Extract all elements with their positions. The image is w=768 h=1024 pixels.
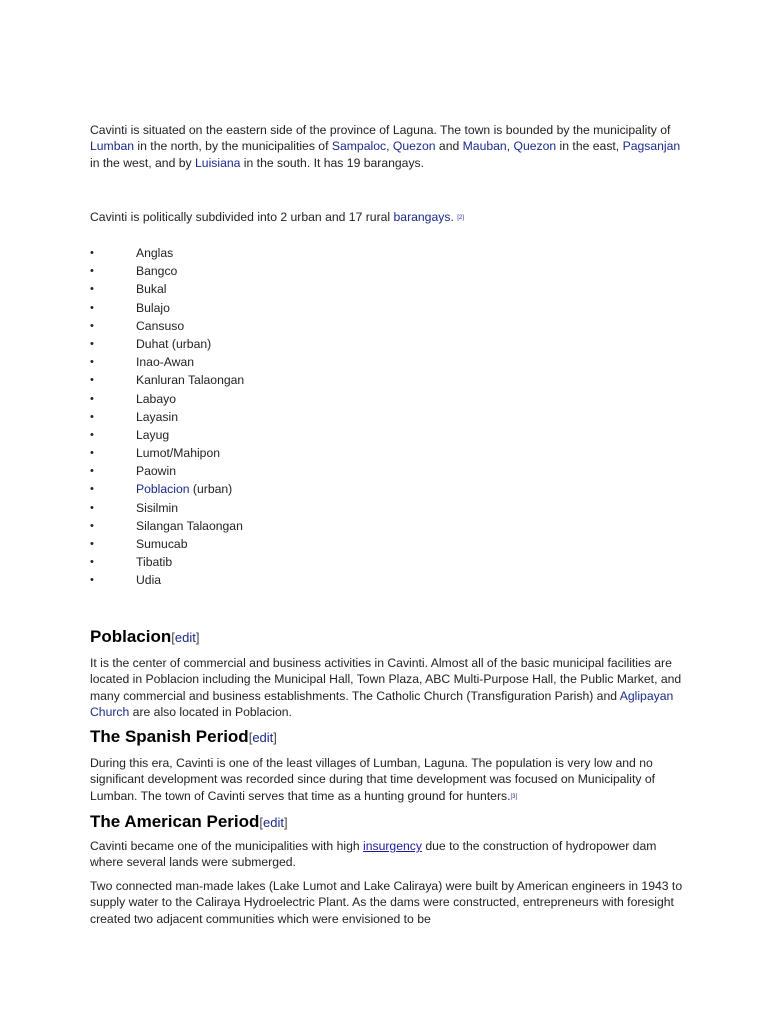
section-heading-poblacion	[90, 626, 199, 649]
list-item	[90, 280, 244, 298]
text: are also located in Poblacion.	[129, 704, 292, 719]
subdivision-paragraph	[90, 209, 464, 225]
edit-section	[171, 630, 199, 645]
bullet-icon: •	[90, 356, 94, 369]
list-item-label: Kanluran Talaongan	[136, 373, 245, 388]
list-item	[90, 317, 244, 335]
text: in the west, and by	[90, 155, 196, 170]
list-item	[90, 444, 244, 462]
bracket: ]	[195, 630, 200, 645]
link-lumban[interactable]: Lumban	[90, 139, 135, 154]
list-item-label: Tibatib	[136, 555, 173, 570]
list-item	[90, 426, 244, 444]
list-item-label: Layasin	[136, 409, 179, 424]
bullet-icon: •	[90, 247, 94, 259]
spanish-period-paragraph	[90, 755, 690, 804]
bracket: ]	[273, 730, 277, 745]
list-item	[90, 353, 244, 371]
link-insurgency[interactable]: insurgency	[363, 839, 422, 853]
bullet-icon: •	[90, 483, 94, 496]
list-item-label: Bukal	[136, 282, 167, 297]
list-item-label: Labayo	[136, 391, 176, 406]
list-item	[90, 262, 244, 280]
section-heading-american-period	[90, 811, 288, 834]
barangay-list	[90, 244, 244, 590]
edit-link[interactable]: edit	[252, 730, 274, 745]
bullet-icon: •	[90, 283, 94, 296]
bracket: [	[259, 815, 264, 830]
link-barangays[interactable]: barangays	[393, 210, 451, 224]
section-heading-spanish-period	[90, 726, 277, 749]
bullet-icon: •	[90, 337, 94, 350]
link-mauban[interactable]: Mauban	[462, 139, 507, 154]
bullet-icon: •	[90, 574, 94, 587]
list-item-label: Cansuso	[136, 318, 185, 333]
reference-link[interactable]: [3]	[510, 793, 518, 800]
text: It is the center of commercial and business activities in Cavinti. Almost all of the basic municipal facilities are located in Poblacion including the Municipal Hall, Town Plaza, ABC Multi-Purpose Hall, the Public Market, and many commercial and business establishments. The Catholic Church (Transfiguration Parish) and	[90, 656, 682, 703]
edit-section	[259, 815, 287, 830]
american-period-paragraph	[90, 838, 690, 871]
list-item	[90, 517, 244, 535]
geography-paragraph	[90, 122, 690, 171]
bullet-icon: •	[90, 319, 94, 332]
list-item-label: Layug	[136, 427, 170, 442]
list-item	[90, 335, 244, 353]
link-luisiana[interactable]: Luisiana	[195, 155, 241, 170]
bullet-icon: •	[90, 410, 94, 423]
bullet-icon: •	[90, 501, 94, 514]
list-item-label: Udia	[136, 573, 162, 588]
list-item-label: Silangan Talaongan	[136, 518, 243, 533]
list-item	[90, 390, 244, 408]
text: During this era, Cavinti is one of the least villages of Lumban, Laguna. The population is very low and no significant development was recorded since during that time development was focused on Municipality of Lumban. The town of Cavinti serves that time as a hunting ground for hunters.	[90, 756, 655, 803]
text: .	[450, 210, 458, 224]
link-quezon-province[interactable]: Quezon	[513, 139, 557, 154]
list-item	[90, 244, 244, 262]
list-item	[90, 462, 244, 480]
text: in the north, by the municipalities of	[134, 139, 332, 154]
list-item	[90, 299, 244, 317]
text: Cavinti is politically subdivided into 2 urban and 17 rural	[90, 210, 394, 224]
bullet-icon: •	[90, 447, 94, 460]
text: in the south. It has 19 barangays.	[240, 155, 425, 170]
heading-text: The American Period	[90, 812, 260, 831]
list-item	[90, 408, 244, 426]
edit-section	[249, 730, 277, 745]
text: ,	[506, 139, 514, 154]
bullet-icon: •	[90, 301, 94, 314]
heading-text: Poblacion	[90, 627, 172, 646]
bracket: [	[248, 730, 253, 745]
link-quezon[interactable]: Quezon	[392, 139, 436, 154]
text: ,	[386, 139, 393, 154]
text: Cavinti is situated on the eastern side of the province of Laguna. The town is bounded by the municipality of	[90, 123, 671, 137]
edit-link[interactable]: edit	[263, 815, 285, 830]
list-item	[90, 480, 244, 498]
list-item-label: Lumot/Mahipon	[136, 446, 221, 461]
list-item-label: (urban)	[189, 482, 233, 497]
list-item-label: Paowin	[136, 464, 176, 479]
text: in the east,	[556, 139, 623, 154]
edit-link[interactable]: edit	[174, 630, 196, 645]
bullet-icon: •	[90, 519, 94, 532]
list-item	[90, 499, 244, 517]
link-sampaloc[interactable]: Sampaloc	[331, 139, 387, 154]
list-item-label: Bulajo	[136, 300, 170, 315]
link-poblacion[interactable]: Poblacion	[136, 482, 190, 497]
text: Cavinti became one of the municipalities with high	[90, 839, 364, 853]
link-aglipayan-church[interactable]: Aglipayan Church	[90, 688, 674, 719]
list-item-label: Bangco	[136, 264, 178, 279]
list-item	[90, 553, 244, 571]
bracket: ]	[284, 815, 288, 830]
list-item	[90, 535, 244, 553]
text: and	[435, 139, 463, 154]
text: due to the construction of hydropower dam where several lands were submerged.	[90, 839, 657, 870]
list-item-label: Sumucab	[136, 537, 188, 551]
bullet-icon: •	[90, 556, 94, 569]
poblacion-paragraph	[90, 655, 690, 720]
list-item-label: Anglas	[136, 246, 174, 260]
bullet-icon: •	[90, 465, 94, 478]
list-item	[90, 571, 244, 589]
list-item	[90, 371, 244, 389]
bullet-icon: •	[90, 265, 94, 278]
list-item-label: Inao-Awan	[136, 355, 195, 370]
bracket: [	[171, 630, 175, 645]
bullet-icon: •	[90, 538, 94, 550]
bullet-icon: •	[90, 374, 94, 387]
lakes-paragraph: Two connected man-made lakes (Lake Lumot and Lake Caliraya) were built by American engineers in 1943 to supply water to the Caliraya Hydroelectric Plant. As the dams were constructed, entrepreneurs with foresight created two adjacent communities which were envisioned to be	[90, 879, 683, 926]
list-item-label: Duhat (urban)	[136, 336, 212, 351]
list-item-label: Sisilmin	[136, 500, 178, 515]
heading-text: The Spanish Period	[90, 727, 249, 746]
bullet-icon: •	[90, 392, 94, 405]
bullet-icon: •	[90, 428, 94, 441]
link-pagsanjan[interactable]: Pagsanjan	[622, 139, 681, 154]
reference-link[interactable]: [2]	[457, 215, 464, 221]
